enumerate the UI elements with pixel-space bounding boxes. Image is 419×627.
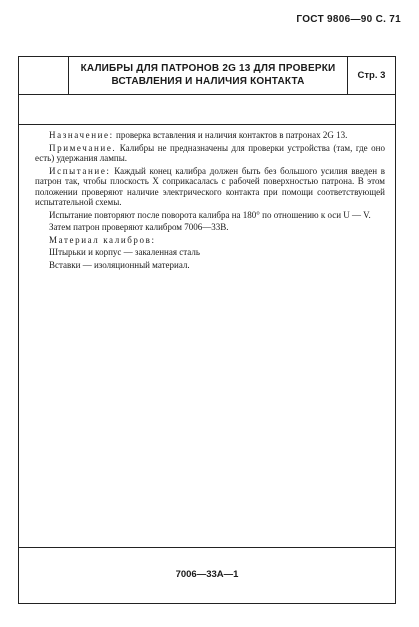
test-label: Испытание: xyxy=(49,165,111,176)
footer-divider xyxy=(19,547,395,548)
purpose-paragraph xyxy=(35,130,385,141)
note-label: Примечание. xyxy=(49,142,117,153)
note-paragraph xyxy=(35,143,385,164)
standard-page-reference: ГОСТ 9806—90 С. 71 xyxy=(296,14,401,25)
title-left-cell xyxy=(19,57,69,94)
footer-code: 7006—33А—1 xyxy=(175,569,239,580)
sheet-page-label: Стр. 3 xyxy=(347,57,395,94)
test-text: Каждый конец калибра должен быть без большого усилия введен в патрон так, чтобы плоскость X соприкасалась с рабочей поверхностью патрона. В этом положении проверяют наличие электрического контакта при помощи соответствующей испытательной схемы. xyxy=(35,165,385,207)
sheet-body xyxy=(35,130,385,272)
title-block xyxy=(19,57,395,95)
material-pins: Штырьки и корпус — закаленная сталь xyxy=(49,247,200,257)
materials-label: Материал калибров: xyxy=(49,234,156,245)
purpose-text: проверка вставления и наличия контактов в патронах 2G 13. xyxy=(113,130,348,140)
note-text: Калибры не предназначены для проверки устройства (там, где оно есть) удержания лампы. xyxy=(35,142,385,163)
sheet-title: КАЛИБРЫ ДЛЯ ПАТРОНОВ 2G 13 ДЛЯ ПРОВЕРКИ ВСТАВЛЕНИЯ И НАЛИЧИЯ КОНТАКТА xyxy=(80,63,336,87)
empty-drawing-band xyxy=(19,95,395,125)
test-paragraph xyxy=(35,166,385,208)
purpose-label: Назначение: xyxy=(49,130,114,140)
specification-sheet-frame xyxy=(18,56,396,604)
then-paragraph: Затем патрон проверяют калибром 7006—33В. xyxy=(49,222,229,232)
repeat-paragraph: Испытание повторяют после поворота калибра на 180° по отношению к оси U — V. xyxy=(49,209,371,220)
material-inserts: Вставки — изоляционный материал. xyxy=(49,259,190,270)
